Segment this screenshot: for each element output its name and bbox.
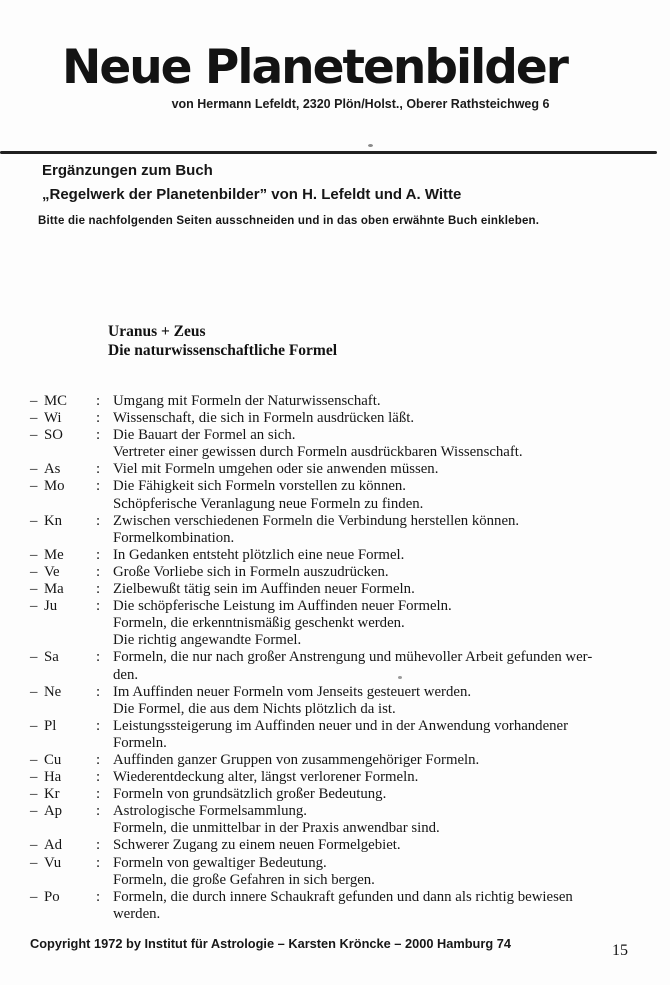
definition-lines xyxy=(113,752,650,769)
definition-entry xyxy=(30,889,650,923)
definition-lines xyxy=(113,410,650,427)
definition-lines xyxy=(113,718,650,752)
planet-abbreviation: Ha xyxy=(44,769,62,786)
definition-lines xyxy=(113,478,650,512)
definition-lines xyxy=(113,769,650,786)
definition-text-line: Wiederentdeckung alter, längst verlorener Formeln. xyxy=(113,769,419,786)
definition-lines xyxy=(113,581,650,598)
dash-marker: – xyxy=(30,803,38,820)
definition-text-line: den. xyxy=(113,666,139,683)
definition-lines xyxy=(113,855,650,889)
definition-lines xyxy=(113,649,650,683)
dash-marker: – xyxy=(30,837,38,854)
planet-abbreviation: Kr xyxy=(44,786,60,803)
definition-entry xyxy=(30,786,650,803)
definition-entry xyxy=(30,410,650,427)
colon-separator: : xyxy=(96,649,101,666)
definition-lines xyxy=(113,889,650,923)
definition-text-line: Formeln, die nur nach großer Anstrengung und mühevoller Arbeit gefunden wer- xyxy=(113,649,593,666)
dash-marker: – xyxy=(30,751,38,768)
definition-text-line: Formeln, die durch innere Schaukraft gefunden und dann als richtig bewiesen xyxy=(113,888,573,905)
dash-marker: – xyxy=(30,478,38,495)
definition-lines xyxy=(113,393,650,410)
colon-separator: : xyxy=(96,512,101,529)
page-number: 15 xyxy=(612,942,628,959)
dash-marker: – xyxy=(30,683,38,700)
definition-entry xyxy=(30,547,650,564)
definition-text-line: Leistungssteigerung im Auffinden neuer und in der Anwendung vorhandener xyxy=(113,717,569,734)
colon-separator: : xyxy=(96,563,101,580)
planet-abbreviation: Me xyxy=(44,546,64,563)
planet-abbreviation: Ju xyxy=(44,598,58,615)
definition-text-line: Die richtig angewandte Formel. xyxy=(113,632,302,649)
planet-abbreviation: Ve xyxy=(44,563,60,580)
publication-logo: Neue Planetenbilder xyxy=(62,40,567,95)
intro-heading-line1: Ergänzungen zum Buch xyxy=(42,162,213,179)
colon-separator: : xyxy=(96,461,101,478)
definition-text-line: Formeln, die große Gefahren in sich bergen. xyxy=(113,871,375,888)
scan-artifact-dot xyxy=(398,676,402,679)
definition-entry xyxy=(30,513,650,547)
definition-lines xyxy=(113,547,650,564)
definition-lines xyxy=(113,461,650,478)
planet-abbreviation: Wi xyxy=(44,410,62,427)
definition-text-line: Formeln von gewaltiger Bedeutung. xyxy=(113,854,327,871)
definition-text-line: Die Fähigkeit sich Formeln vorstellen zu können. xyxy=(113,478,407,495)
dash-marker: – xyxy=(30,769,38,786)
planet-abbreviation: Kn xyxy=(44,512,63,529)
definition-lines xyxy=(113,684,650,718)
definition-text-line: Die Bauart der Formel an sich. xyxy=(113,427,296,444)
definition-entry xyxy=(30,427,650,461)
colon-separator: : xyxy=(96,837,101,854)
colon-separator: : xyxy=(96,786,101,803)
definition-entry xyxy=(30,461,650,478)
definition-lines xyxy=(113,513,650,547)
intro-section xyxy=(38,162,642,228)
definition-entry xyxy=(30,752,650,769)
dash-marker: – xyxy=(30,649,38,666)
definition-text-line: Die Formel, die aus dem Nichts plötzlich da ist. xyxy=(113,700,396,717)
definition-text-line: Schwerer Zugang zu einem neuen Formelgebiet. xyxy=(113,837,401,854)
definition-entry xyxy=(30,855,650,889)
publication-byline: von Hermann Lefeldt, 2320 Plön/Holst., Oberer Rathsteichweg 6 xyxy=(171,97,550,111)
dash-marker: – xyxy=(30,717,38,734)
definition-text-line: Auffinden ganzer Gruppen von zusammengehöriger Formeln. xyxy=(113,751,480,768)
definition-entry xyxy=(30,649,650,683)
dash-marker: – xyxy=(30,410,38,427)
section-title-line1: Uranus + Zeus xyxy=(108,323,206,340)
colon-separator: : xyxy=(96,410,101,427)
dash-marker: – xyxy=(30,563,38,580)
colon-separator: : xyxy=(96,581,101,598)
definition-text-line: Zielbewußt tätig sein im Auffinden neuer Formeln. xyxy=(113,581,415,598)
horizontal-rule xyxy=(0,151,657,154)
definition-entry xyxy=(30,769,650,786)
definition-entry xyxy=(30,803,650,837)
definition-entry xyxy=(30,564,650,581)
dash-marker: – xyxy=(30,581,38,598)
colon-separator: : xyxy=(96,888,101,905)
masthead xyxy=(62,40,567,111)
copyright-line: Copyright 1972 by Institut für Astrologie – Karsten Kröncke – 2000 Hamburg 74 xyxy=(30,936,511,951)
colon-separator: : xyxy=(96,427,101,444)
definition-text-line: Wissenschaft, die sich in Formeln ausdrücken läßt. xyxy=(113,410,415,427)
planet-abbreviation: As xyxy=(44,461,61,478)
planet-abbreviation: MC xyxy=(44,393,68,409)
definition-text-line: Zwischen verschiedenen Formeln die Verbindung herstellen können. xyxy=(113,512,520,529)
planet-abbreviation: Mo xyxy=(44,478,65,495)
definition-entry xyxy=(30,684,650,718)
dash-marker: – xyxy=(30,427,38,444)
definitions-list xyxy=(30,393,650,923)
dash-marker: – xyxy=(30,888,38,905)
definition-text-line: Formeln, die erkenntnismäßig geschenkt werden. xyxy=(113,615,405,632)
definition-entry xyxy=(30,837,650,854)
definition-text-line: Umgang mit Formeln der Naturwissenschaft. xyxy=(113,393,381,409)
planet-abbreviation: Ne xyxy=(44,683,62,700)
planet-abbreviation: Ma xyxy=(44,581,64,598)
dash-marker: – xyxy=(30,598,38,615)
intro-note: Bitte die nachfolgenden Seiten ausschneiden und in das oben erwähnte Buch einkleben. xyxy=(38,215,540,227)
colon-separator: : xyxy=(96,854,101,871)
section-title xyxy=(108,322,337,360)
colon-separator: : xyxy=(96,769,101,786)
definition-text-line: werden. xyxy=(113,905,161,922)
planet-abbreviation: Cu xyxy=(44,751,62,768)
definition-text-line: Viel mit Formeln umgehen oder sie anwenden müssen. xyxy=(113,461,439,478)
planet-abbreviation: Sa xyxy=(44,649,59,666)
dash-marker: – xyxy=(30,854,38,871)
colon-separator: : xyxy=(96,598,101,615)
definition-entry xyxy=(30,718,650,752)
page-footer xyxy=(30,936,646,960)
definition-text-line: Formeln von grundsätzlich großer Bedeutung. xyxy=(113,786,387,803)
planet-abbreviation: Ad xyxy=(44,837,63,854)
definition-lines xyxy=(113,837,650,854)
colon-separator: : xyxy=(96,683,101,700)
definition-text-line: Schöpferische Veranlagung neue Formeln zu finden. xyxy=(113,495,424,512)
colon-separator: : xyxy=(96,751,101,768)
scan-artifact-dot xyxy=(368,144,373,147)
dash-marker: – xyxy=(30,461,38,478)
dash-marker: – xyxy=(30,546,38,563)
definition-lines xyxy=(113,598,650,649)
definition-lines xyxy=(113,803,650,837)
definition-entry xyxy=(30,598,650,649)
definition-entry xyxy=(30,393,650,410)
definition-entry xyxy=(30,581,650,598)
planet-abbreviation: SO xyxy=(44,427,63,444)
colon-separator: : xyxy=(96,717,101,734)
definition-lines xyxy=(113,564,650,581)
colon-separator: : xyxy=(96,393,101,409)
planet-abbreviation: Pl xyxy=(44,717,57,734)
planet-abbreviation: Vu xyxy=(44,854,62,871)
definition-text-line: In Gedanken entsteht plötzlich eine neue Formel. xyxy=(113,546,405,563)
definition-text-line: Formeln, die unmittelbar in der Praxis anwendbar sind. xyxy=(113,820,440,837)
definition-text-line: Formeln. xyxy=(113,734,167,751)
section-title-line2: Die naturwissenschaftliche Formel xyxy=(108,342,338,359)
definition-lines xyxy=(113,786,650,803)
intro-heading-line2: „Regelwerk der Planetenbilder” von H. Lefeldt und A. Witte xyxy=(42,186,462,203)
dash-marker: – xyxy=(30,393,38,409)
definition-text-line: Astrologische Formelsammlung. xyxy=(113,803,307,820)
dash-marker: – xyxy=(30,786,38,803)
colon-separator: : xyxy=(96,803,101,820)
definition-text-line: Die schöpferische Leistung im Auffinden neuer Formeln. xyxy=(113,598,452,615)
colon-separator: : xyxy=(96,478,101,495)
definition-text-line: Vertreter einer gewissen durch Formeln ausdrückbaren Wissenschaft. xyxy=(113,444,523,461)
dash-marker: – xyxy=(30,512,38,529)
definition-text-line: Formelkombination. xyxy=(113,529,235,546)
planet-abbreviation: Po xyxy=(44,888,60,905)
definition-lines xyxy=(113,427,650,461)
colon-separator: : xyxy=(96,546,101,563)
definition-text-line: Im Auffinden neuer Formeln vom Jenseits gesteuert werden. xyxy=(113,683,472,700)
definition-text-line: Große Vorliebe sich in Formeln auszudrücken. xyxy=(113,563,389,580)
definition-entry xyxy=(30,478,650,512)
planet-abbreviation: Ap xyxy=(44,803,63,820)
